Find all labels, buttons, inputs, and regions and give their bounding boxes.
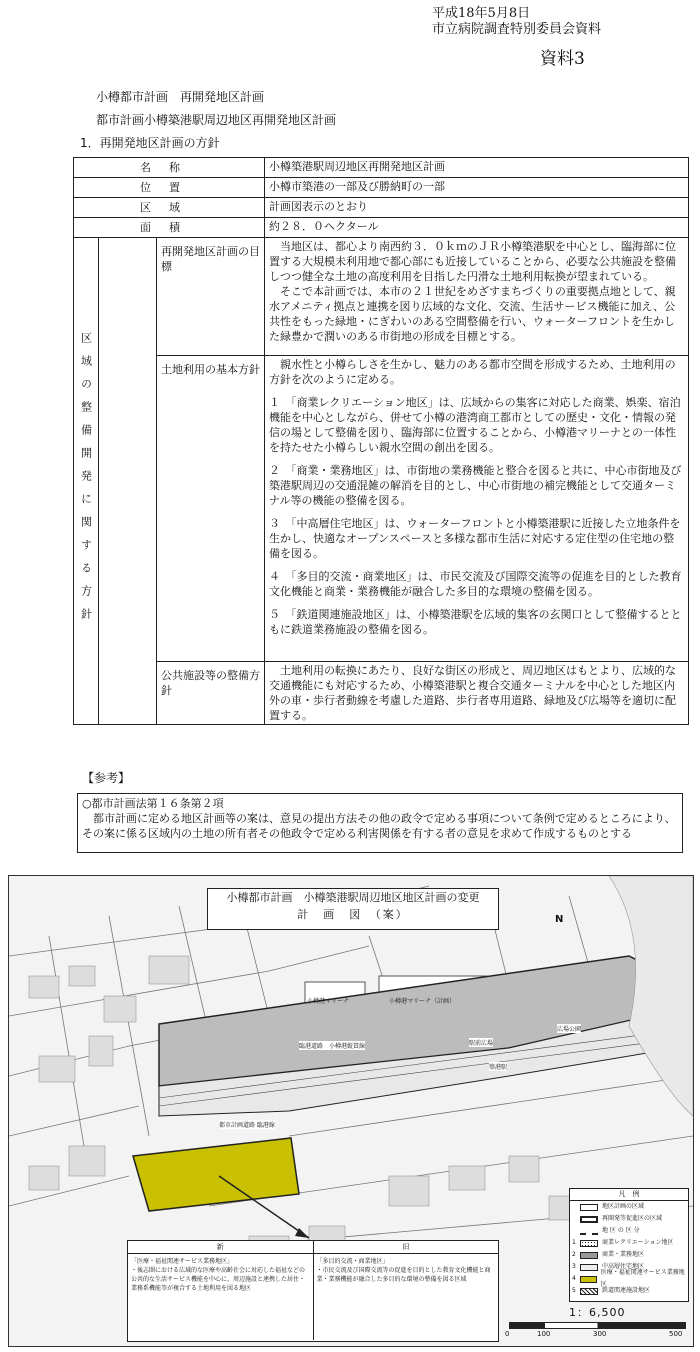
- marina-planned-label: 小樽港マリーナ（計画）: [389, 998, 456, 1005]
- legend-swatch: [580, 1252, 598, 1259]
- new-district-text: ・後志圏における広域的な医療や高齢社会に対応した福祉などの公共的な生活サービス機能を中心に、周辺施設と連携した居住・業務系機能等が複合する土地利用を図る地区: [131, 1267, 306, 1292]
- landuse-item: ４ 「多目的交流・商業地区」は、市民交流及び国際交流等の促進を目的とした教育文化機能と商業・業務機能が融合した多目的な環境の整備を図る。: [269, 570, 682, 598]
- park-label: 広場公園: [557, 1026, 582, 1033]
- legend-item-label: 商業レクリエーション地区: [602, 1239, 674, 1246]
- map-legend: [569, 1188, 689, 1302]
- legend-item-label: 再開発等促進区の区域: [602, 1215, 663, 1222]
- legend-item: [570, 1201, 688, 1213]
- legend-item-number: 1: [572, 1239, 576, 1246]
- map-subtitle: 計 画 図 （案）: [297, 908, 409, 921]
- scale-tick: 500: [669, 1330, 683, 1338]
- legend-item-number: 4: [572, 1275, 576, 1282]
- marina-label: 小樽港マリーナ: [307, 998, 350, 1005]
- road2-label: 都市計画道路 臨港線: [219, 1122, 275, 1129]
- landuse-cell: [265, 356, 689, 662]
- legend-item: [570, 1237, 688, 1249]
- legend-swatch: [580, 1288, 598, 1295]
- legend-item: [570, 1213, 688, 1225]
- area-value: 計画図表示のとおり: [265, 198, 689, 218]
- area-label: 区域: [74, 198, 265, 218]
- scale-bar: [509, 1322, 686, 1329]
- policy-side-label: 区域の整備開発に関する方針: [74, 238, 99, 725]
- landuse-item: １ 「商業レクリエーション地区」は、広域からの集客に対応した商業、娯楽、宿泊機能を中心としながら、併せて小樽の港湾商工都市としての歴史・文化・情報の発信の場として整備を図り、臨海部に位置することから、小樽港マリーナとの一体性を持たせた小樽らしい親水空間の創出を図る。: [269, 396, 681, 454]
- scale-tick: 100: [537, 1330, 551, 1338]
- old-district-text: ・市民交流及び国際交流等の促進を目的とした教育文化機能と商業・業務機能が融合した多目的な環境の整備を図る区域: [316, 1267, 491, 1283]
- map-scale: 1：6,500: [569, 1306, 626, 1319]
- legend-item-number: 5: [572, 1287, 576, 1294]
- station-label: 築港駅: [489, 1064, 508, 1071]
- reference-heading: 【参考】: [82, 771, 131, 785]
- old-district-title: 「多目的交流・商業地区」: [316, 1258, 389, 1265]
- legend-item-label: 鉄道関連施設地区: [602, 1287, 651, 1294]
- legend-swatch: [580, 1276, 597, 1283]
- legend-title: 凡 例: [570, 1189, 688, 1201]
- committee-name: 市立病院調査特別委員会資料: [432, 22, 602, 37]
- legend-item-label: 医療・福祉関連サービス業務地区: [600, 1269, 685, 1288]
- reference-item-title: ○都市計画法第１６条第２項: [82, 797, 224, 810]
- new-heading: 新: [128, 1241, 314, 1253]
- public-facility-text: 土地利用の転換にあたり、良好な街区の形成と、周辺地区はもとより、広域的な交通機能にも対応するため、小樽築港駅と複合交通ターミナルを中心とした地区内外の車・歩行者動線を考慮した道路、歩行者専用道路、緑地及び広場等を適切に配置する。: [265, 662, 689, 725]
- location-label: 位置: [74, 178, 265, 198]
- location-value: 小樽市築港の一部及び勝納町の一部: [265, 178, 689, 198]
- road-label: 臨港道路 小樽港縦貫線: [299, 1043, 366, 1050]
- legend-item-number: 3: [572, 1263, 576, 1270]
- landuse-item: ３ 「中高層住宅地区」は、ウォーターフロントと小樽築港駅に近接した立地条件を生かし、快適なオープンスペースと多様な都市生活に対応する定住型の住宅地の整備を図る。: [269, 517, 681, 560]
- name-label: 名称: [74, 158, 265, 178]
- size-label: 面積: [74, 218, 265, 238]
- document-date: 平成18年5月8日: [432, 6, 531, 21]
- legend-item: [570, 1269, 688, 1288]
- old-heading: 旧: [402, 1243, 410, 1251]
- legend-swatch: [580, 1264, 598, 1271]
- goal-text: 当地区は、都心より南西約３．０ｋｍのＪＲ小樽築港駅を中心とし、臨海部に位置する大規模未利用地で都心部にも近接していることから、必要な公共施設を整備しつつ健全な土地の高度利用を目指した円滑な土地利用転換が望まれている。 そこで本計画では、本市の２１世紀をめざすまちづくりの重要拠点地として、親水アメニティ拠点と連携を図り広域的な文化、交流、生活サービス機能に加え、公共性をもった緑地・にぎわいのある空間整備を行い、ウォーターフロントを生かした緑豊かで潤いのある市街地の形成を目標とする。: [265, 238, 689, 356]
- scale-tick: 300: [593, 1330, 607, 1338]
- new-district-title: 「医療・福祉関連サービス業務地区」: [131, 1258, 234, 1265]
- legend-item-number: 2: [572, 1251, 576, 1258]
- public-facility-label: 公共施設等の整備方針: [157, 662, 265, 725]
- map-title: 小樽都市計画 小樽築港駅周辺地区地区計画の変更: [226, 891, 480, 904]
- size-value: 約２８．０ヘクタール: [265, 218, 689, 238]
- section-heading: 1．再開発地区計画の方針: [80, 136, 220, 150]
- legend-swatch: [580, 1204, 598, 1211]
- landuse-item: ５ 「鉄道関連施設地区」は、小樽築港駅を広域的集客の玄関口として整備するとともに鉄道業務施設の整備を図る。: [269, 608, 682, 636]
- map-title-box: [207, 888, 499, 930]
- landuse-item: ２ 「商業・業務地区」は、市街地の業務機能と整合を図ると共に、中心市街地及び築港駅周辺の交通混雑の解消を目的とし、中心市街地の補完機能として交通ターミナル等の機能の整備を図る。: [269, 464, 682, 507]
- legend-item: [570, 1249, 688, 1261]
- scale-tick: 0: [505, 1330, 510, 1338]
- legend-item: [570, 1225, 688, 1237]
- station-plaza-label: 駅前広場: [469, 1040, 494, 1047]
- plan-policy-table: [73, 157, 689, 725]
- reference-item-text: 都市計画に定める地区計画等の案は、意見の提出方法その他の政令で定める事項について条例で定めるところにより、その案に係る区域内の土地の所有者その他政令で定める利害関係を有する者の意見を求めて作成するものとする: [82, 812, 676, 840]
- name-value: 小樽築港駅周辺地区再開発地区計画: [265, 158, 689, 178]
- plan-title: 小樽都市計画 再開発地区計画: [96, 90, 265, 104]
- legend-item-label: 商業・業務地区: [602, 1251, 645, 1258]
- goal-label: 再開発地区計画の目標: [157, 238, 265, 356]
- landuse-label: 土地利用の基本方針: [157, 356, 265, 662]
- comparison-box: [127, 1240, 499, 1342]
- legend-item-label: 地区計画の区域: [602, 1203, 645, 1210]
- landuse-intro: 親水性と小樽らしさを生かし、魅力のある都市空間を形成するため、土地利用の方針を次のように定める。: [269, 358, 676, 386]
- reference-box: [77, 793, 683, 853]
- legend-item-label: 中高層住宅地区: [602, 1263, 645, 1270]
- plan-subtitle: 都市計画小樽築港駅周辺地区再開発地区計画: [96, 113, 337, 127]
- document-number: 資料3: [540, 49, 585, 69]
- plan-map: [8, 875, 694, 1347]
- legend-swatch: [580, 1216, 598, 1223]
- legend-item-label: 地 区 の 区 分: [602, 1227, 640, 1234]
- north-icon: N: [555, 914, 564, 925]
- legend-swatch: [580, 1233, 598, 1235]
- legend-swatch: [580, 1240, 598, 1247]
